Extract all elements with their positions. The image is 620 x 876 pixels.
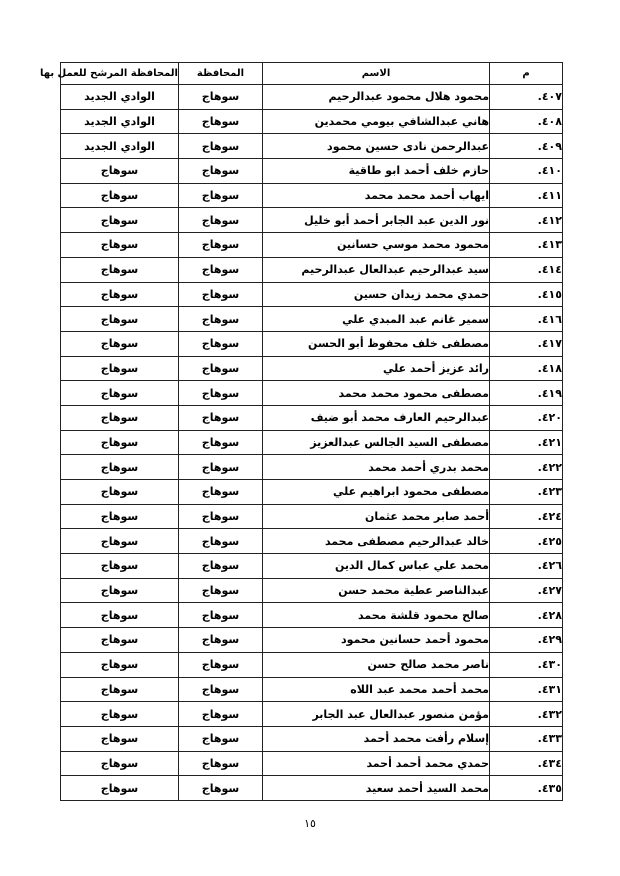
page-number: ١٥ bbox=[304, 817, 316, 830]
row-number: ٤٢٦. bbox=[490, 554, 563, 579]
row-number: ٤١٧. bbox=[490, 331, 563, 356]
table-row bbox=[61, 455, 563, 480]
row-work-governorate: سوهاج bbox=[61, 233, 179, 258]
row-governorate: سوهاج bbox=[179, 677, 263, 702]
table-row bbox=[61, 405, 563, 430]
row-governorate: سوهاج bbox=[179, 134, 263, 159]
table-row bbox=[61, 529, 563, 554]
row-work-governorate: سوهاج bbox=[61, 405, 179, 430]
row-governorate: سوهاج bbox=[179, 307, 263, 332]
row-governorate: سوهاج bbox=[179, 183, 263, 208]
row-name: مصطفى محمود ابراهيم علي bbox=[263, 480, 490, 505]
table-body bbox=[61, 85, 563, 801]
row-number: ٤٣٠. bbox=[490, 652, 563, 677]
row-name: حمدي محمد زيدان حسين bbox=[263, 282, 490, 307]
row-work-governorate: سوهاج bbox=[61, 208, 179, 233]
row-name: محمد علي عباس كمال الدين bbox=[263, 554, 490, 579]
table-row bbox=[61, 578, 563, 603]
row-number: ٤٠٧. bbox=[490, 85, 563, 110]
row-work-governorate: سوهاج bbox=[61, 702, 179, 727]
row-governorate: سوهاج bbox=[179, 578, 263, 603]
row-number: ٤٣٤. bbox=[490, 751, 563, 776]
table-row bbox=[61, 257, 563, 282]
row-number: ٤١٨. bbox=[490, 356, 563, 381]
row-governorate: سوهاج bbox=[179, 776, 263, 801]
header-name: الاسم bbox=[263, 63, 490, 85]
row-work-governorate: سوهاج bbox=[61, 628, 179, 653]
row-governorate: سوهاج bbox=[179, 628, 263, 653]
table-row bbox=[61, 726, 563, 751]
row-name: حازم خلف أحمد ابو طاقية bbox=[263, 159, 490, 184]
row-number: ٤٠٨. bbox=[490, 109, 563, 134]
row-number: ٤١٩. bbox=[490, 381, 563, 406]
row-number: ٤٠٩. bbox=[490, 134, 563, 159]
table-row bbox=[61, 652, 563, 677]
table-row bbox=[61, 109, 563, 134]
row-governorate: سوهاج bbox=[179, 85, 263, 110]
row-name: إسلام رأفت محمد أحمد bbox=[263, 726, 490, 751]
table-row bbox=[61, 554, 563, 579]
row-work-governorate: الوادي الجديد bbox=[61, 85, 179, 110]
row-number: ٤٢١. bbox=[490, 430, 563, 455]
row-work-governorate: الوادي الجديد bbox=[61, 109, 179, 134]
table-row bbox=[61, 331, 563, 356]
row-number: ٤٣٣. bbox=[490, 726, 563, 751]
row-number: ٤٢٩. bbox=[490, 628, 563, 653]
table-row bbox=[61, 134, 563, 159]
table-row bbox=[61, 504, 563, 529]
header-row bbox=[61, 63, 563, 85]
row-work-governorate: سوهاج bbox=[61, 430, 179, 455]
row-work-governorate: سوهاج bbox=[61, 603, 179, 628]
row-governorate: سوهاج bbox=[179, 208, 263, 233]
row-governorate: سوهاج bbox=[179, 751, 263, 776]
row-work-governorate: سوهاج bbox=[61, 183, 179, 208]
row-name: حمدي محمد أحمد أحمد bbox=[263, 751, 490, 776]
row-name: أحمد صابر محمد عثمان bbox=[263, 504, 490, 529]
row-work-governorate: سوهاج bbox=[61, 554, 179, 579]
table-row bbox=[61, 381, 563, 406]
row-work-governorate: الوادي الجديد bbox=[61, 134, 179, 159]
header-work-governorate: المحافظة المرشح للعمل بها bbox=[61, 63, 179, 85]
row-work-governorate: سوهاج bbox=[61, 578, 179, 603]
row-governorate: سوهاج bbox=[179, 652, 263, 677]
table-row bbox=[61, 751, 563, 776]
row-governorate: سوهاج bbox=[179, 455, 263, 480]
table-row bbox=[61, 480, 563, 505]
row-name: محمد بدري أحمد محمد bbox=[263, 455, 490, 480]
table-row bbox=[61, 356, 563, 381]
row-name: محمود أحمد حسانين محمود bbox=[263, 628, 490, 653]
row-number: ٤٢٣. bbox=[490, 480, 563, 505]
row-number: ٤٢٧. bbox=[490, 578, 563, 603]
row-name: مؤمن منصور عبدالعال عبد الجابر bbox=[263, 702, 490, 727]
row-governorate: سوهاج bbox=[179, 529, 263, 554]
row-governorate: سوهاج bbox=[179, 381, 263, 406]
row-governorate: سوهاج bbox=[179, 356, 263, 381]
row-governorate: سوهاج bbox=[179, 282, 263, 307]
row-number: ٤٢٤. bbox=[490, 504, 563, 529]
table-row bbox=[61, 776, 563, 801]
row-number: ٤٢٠. bbox=[490, 405, 563, 430]
row-number: ٤٢٨. bbox=[490, 603, 563, 628]
row-number: ٤١٦. bbox=[490, 307, 563, 332]
header-number: م bbox=[490, 63, 563, 85]
row-name: سمير غانم عبد المبدي علي bbox=[263, 307, 490, 332]
row-governorate: سوهاج bbox=[179, 405, 263, 430]
row-name: هاني عبدالشافي بيومي محمدين bbox=[263, 109, 490, 134]
row-name: عبدالناصر عطية محمد حسن bbox=[263, 578, 490, 603]
row-governorate: سوهاج bbox=[179, 331, 263, 356]
row-name: محمد أحمد محمد عبد اللاه bbox=[263, 677, 490, 702]
row-governorate: سوهاج bbox=[179, 480, 263, 505]
row-work-governorate: سوهاج bbox=[61, 331, 179, 356]
row-governorate: سوهاج bbox=[179, 726, 263, 751]
row-work-governorate: سوهاج bbox=[61, 381, 179, 406]
row-governorate: سوهاج bbox=[179, 603, 263, 628]
row-work-governorate: سوهاج bbox=[61, 529, 179, 554]
row-work-governorate: سوهاج bbox=[61, 159, 179, 184]
row-number: ٤٢٥. bbox=[490, 529, 563, 554]
row-name: مصطفى خلف محفوظ أبو الحسن bbox=[263, 331, 490, 356]
row-work-governorate: سوهاج bbox=[61, 504, 179, 529]
row-work-governorate: سوهاج bbox=[61, 257, 179, 282]
row-name: صالح محمود قلشة محمد bbox=[263, 603, 490, 628]
row-work-governorate: سوهاج bbox=[61, 726, 179, 751]
row-name: رائد عزيز أحمد علي bbox=[263, 356, 490, 381]
row-number: ٤١٥. bbox=[490, 282, 563, 307]
row-governorate: سوهاج bbox=[179, 554, 263, 579]
row-work-governorate: سوهاج bbox=[61, 455, 179, 480]
table-row bbox=[61, 603, 563, 628]
row-governorate: سوهاج bbox=[179, 233, 263, 258]
row-work-governorate: سوهاج bbox=[61, 677, 179, 702]
table-row bbox=[61, 307, 563, 332]
row-name: ناصر محمد صالح حسن bbox=[263, 652, 490, 677]
row-number: ٤٢٢. bbox=[490, 455, 563, 480]
row-number: ٤١٢. bbox=[490, 208, 563, 233]
candidates-table bbox=[39, 62, 563, 801]
table-header bbox=[39, 63, 563, 85]
row-name: عبدالرحمن نادى حسين محمود bbox=[263, 134, 490, 159]
row-work-governorate: سوهاج bbox=[61, 480, 179, 505]
table-row bbox=[61, 233, 563, 258]
table-row bbox=[61, 85, 563, 110]
table-row bbox=[61, 183, 563, 208]
row-work-governorate: سوهاج bbox=[61, 356, 179, 381]
row-work-governorate: سوهاج bbox=[61, 776, 179, 801]
header-governorate: المحافظة bbox=[179, 63, 263, 85]
row-governorate: سوهاج bbox=[179, 159, 263, 184]
table-row bbox=[61, 282, 563, 307]
table-row bbox=[61, 677, 563, 702]
row-name: محمود محمد موسي حسانين bbox=[263, 233, 490, 258]
row-work-governorate: سوهاج bbox=[61, 282, 179, 307]
row-number: ٤١٠. bbox=[490, 159, 563, 184]
row-number: ٤١١. bbox=[490, 183, 563, 208]
table-row bbox=[61, 208, 563, 233]
row-governorate: سوهاج bbox=[179, 504, 263, 529]
row-name: عبدالرحيم العارف محمد أبو ضيف bbox=[263, 405, 490, 430]
row-name: محمد السيد أحمد سعيد bbox=[263, 776, 490, 801]
row-work-governorate: سوهاج bbox=[61, 751, 179, 776]
row-number: ٤١٣. bbox=[490, 233, 563, 258]
row-work-governorate: سوهاج bbox=[61, 307, 179, 332]
row-work-governorate: سوهاج bbox=[61, 652, 179, 677]
row-name: خالد عبدالرحيم مصطفى محمد bbox=[263, 529, 490, 554]
table-row bbox=[61, 628, 563, 653]
row-number: ٤٣٢. bbox=[490, 702, 563, 727]
row-name: ايهاب أحمد محمد محمد bbox=[263, 183, 490, 208]
table-row bbox=[61, 159, 563, 184]
row-governorate: سوهاج bbox=[179, 109, 263, 134]
row-name: محمود هلال محمود عبدالرحيم bbox=[263, 85, 490, 110]
row-number: ٤٣١. bbox=[490, 677, 563, 702]
row-name: مصطفى السيد الجالس عبدالعزيز bbox=[263, 430, 490, 455]
table-row bbox=[61, 430, 563, 455]
row-name: نور الدين عبد الجابر أحمد أبو خليل bbox=[263, 208, 490, 233]
row-number: ٤٣٥. bbox=[490, 776, 563, 801]
row-name: مصطفى محمود محمد محمد bbox=[263, 381, 490, 406]
row-name: سيد عبدالرحيم عبدالعال عبدالرحيم bbox=[263, 257, 490, 282]
row-governorate: سوهاج bbox=[179, 257, 263, 282]
table-row bbox=[61, 702, 563, 727]
row-governorate: سوهاج bbox=[179, 430, 263, 455]
row-number: ٤١٤. bbox=[490, 257, 563, 282]
row-governorate: سوهاج bbox=[179, 702, 263, 727]
